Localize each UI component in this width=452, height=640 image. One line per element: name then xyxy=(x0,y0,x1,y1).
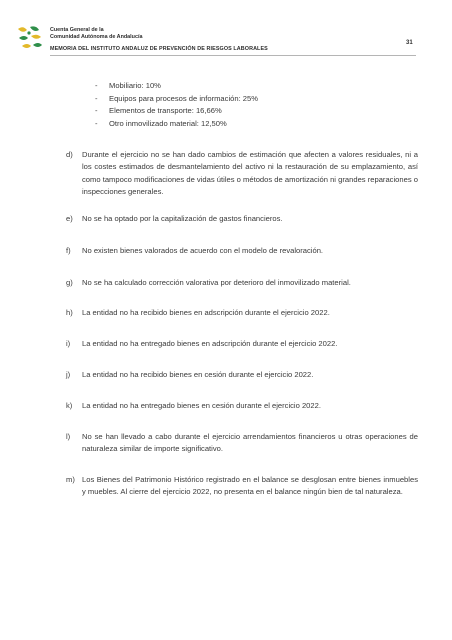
list-item xyxy=(95,93,258,106)
paragraph-text: No se ha optado por la capitalización de gastos financieros. xyxy=(82,214,283,223)
list-item xyxy=(95,118,258,131)
paragraph-i xyxy=(66,338,418,350)
paragraph-e xyxy=(66,213,418,225)
list-item-text: Equipos para procesos de información: 25% xyxy=(109,93,259,103)
paragraph-text: La entidad no ha entregado bienes en adscripción durante el ejercicio 2022. xyxy=(82,339,338,348)
list-dash: - xyxy=(95,81,98,90)
list-item xyxy=(95,80,258,93)
list-item-text: Elementos de transporte: 16,66% xyxy=(109,106,222,116)
list-item xyxy=(95,105,258,118)
paragraph-g xyxy=(66,277,418,289)
paragraph-text: No existen bienes valorados de acuerdo con el modelo de revaloración. xyxy=(82,246,324,255)
paragraph-letter: i) xyxy=(66,339,71,348)
paragraph-j xyxy=(66,369,418,381)
page-number: 31 xyxy=(406,40,413,46)
paragraph-text: La entidad no ha recibido bienes en adscripción durante el ejercicio 2022. xyxy=(82,308,330,317)
paragraph-m xyxy=(66,474,418,499)
paragraph-text: Durante el ejercicio no se han dado cambios de estimación que afecten a valores residuales, ni a los costes estimados de desmantelamiento del activo ni la restauración de su emplazamiento, así como tampoco modificaciones de vidas útiles o métodos de amortización ni grandes reparaciones o inspecciones generales. xyxy=(82,150,418,197)
header-title: MEMORIA DEL INSTITUTO ANDALUZ DE PREVENCIÓN DE RIESGOS LABORALES xyxy=(50,46,268,52)
header-divider xyxy=(50,55,416,56)
paragraph-h xyxy=(66,307,418,319)
depreciation-rates-list xyxy=(95,80,258,130)
list-dash: - xyxy=(95,93,98,103)
paragraph-d xyxy=(66,149,418,199)
list-dash: - xyxy=(95,106,98,116)
paragraph-letter: h) xyxy=(66,308,73,317)
paragraph-letter: m) xyxy=(66,475,75,484)
paragraph-letter: j) xyxy=(66,370,71,379)
paragraph-text: Los Bienes del Patrimonio Histórico registrado en el balance se desglosan entre bienes inmuebles y muebles. Al cierre del ejercicio 2022, no presenta en el balance ningún bien de tal naturaleza. xyxy=(82,475,418,497)
paragraph-letter: l) xyxy=(66,432,71,441)
paragraph-letter: g) xyxy=(66,278,73,287)
list-dash: - xyxy=(95,118,98,128)
paragraph-k xyxy=(66,400,418,412)
junta-andalucia-logo-icon xyxy=(16,25,44,51)
list-item-text: Otro inmovilizado material: 12,50% xyxy=(109,118,227,128)
paragraph-text: La entidad no ha entregado bienes en cesión durante el ejercicio 2022. xyxy=(82,401,321,410)
paragraph-l xyxy=(66,431,418,456)
paragraph-letter: f) xyxy=(66,246,71,255)
paragraph-letter: k) xyxy=(66,401,73,410)
paragraph-letter: e) xyxy=(66,214,73,223)
paragraph-letter: d) xyxy=(66,150,73,159)
paragraph-f xyxy=(66,245,418,257)
header-org-line-2: Comunidad Autónoma de Andalucía xyxy=(50,33,143,40)
paragraph-text: No se ha calculado corrección valorativa por deterioro del inmovilizado material. xyxy=(82,278,351,287)
header-org-line-1: Cuenta General de la xyxy=(50,27,104,33)
paragraph-text: La entidad no ha recibido bienes en cesión durante el ejercicio 2022. xyxy=(82,370,314,379)
paragraph-text: No se han llevado a cabo durante el ejercicio arrendamientos financieros u otras operaciones de naturaleza similar de importe significativo. xyxy=(82,432,418,454)
list-item-text: Mobiliario: 10% xyxy=(109,81,161,90)
header-organization xyxy=(50,27,142,40)
